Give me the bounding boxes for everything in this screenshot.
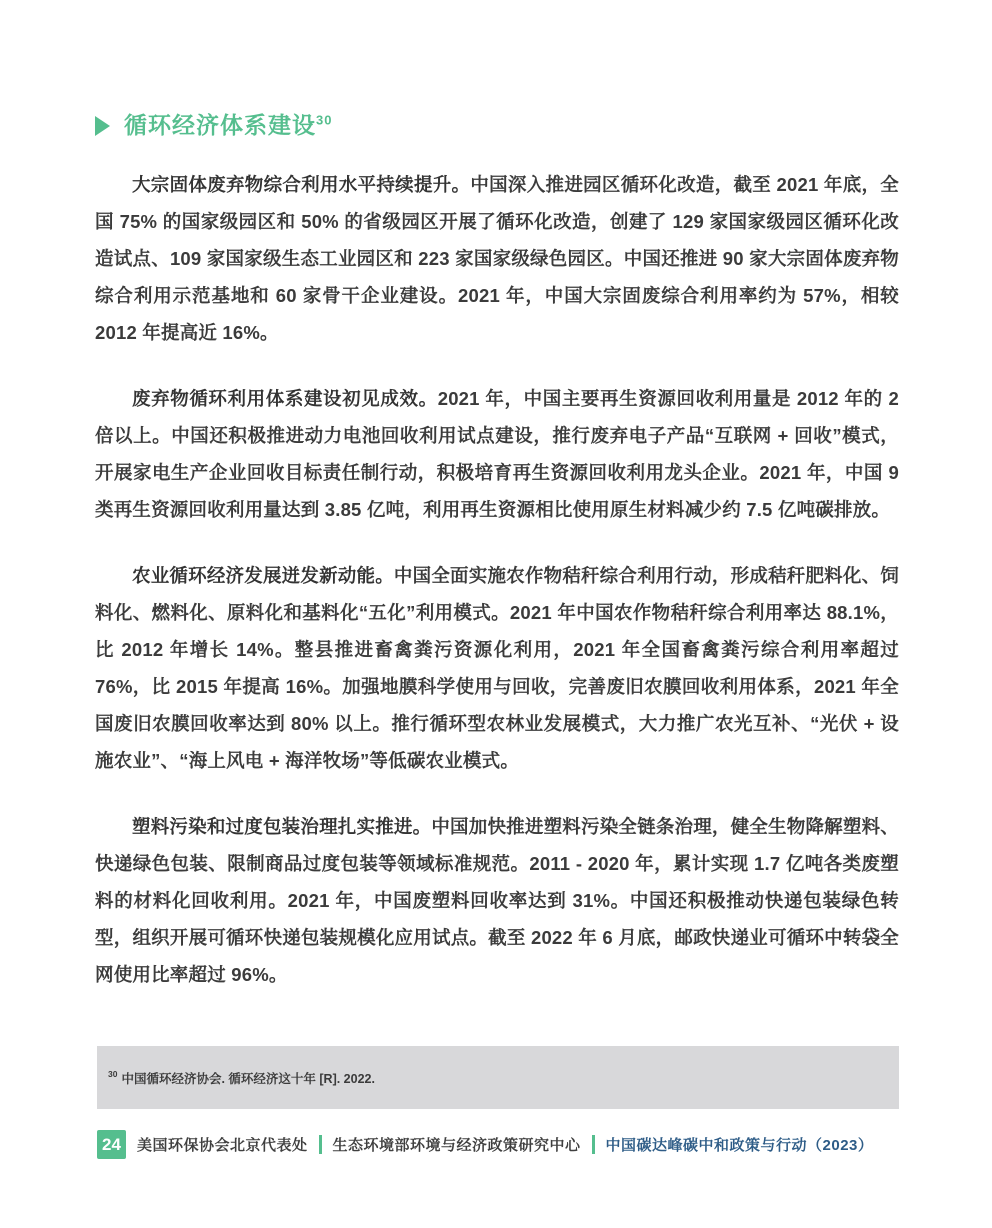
section-title — [95, 112, 899, 140]
paragraph — [95, 380, 899, 528]
footer-divider — [592, 1135, 595, 1154]
paragraph-lead: 废弃物循环利用体系建设初见成效。 — [132, 387, 438, 409]
footer-org-1: 美国环保协会北京代表处 — [137, 1137, 308, 1154]
footer-divider — [319, 1135, 322, 1154]
paragraph-body: 中国深入推进园区循环化改造，截至 2021 年底，全国 75% 的国家级园区和 50% 的省级园区开展了循环化改造，创建了 129 家国家级园区循环化改造试点、109 家国家级生态工业园区和 223 家国家级绿色园区。中国还推进 90 家大宗固体废弃物综合利用示范基地和 60 家骨干企业建设。2021 年，中国大宗固废综合利用率约为 57%，相较 2012 年提高近 16%。 — [95, 173, 899, 343]
paragraph — [95, 557, 899, 779]
footer-org-2: 生态环境部环境与经济政策研究中心 — [332, 1137, 581, 1154]
paragraph-lead: 农业循环经济发展迸发新动能。 — [132, 564, 394, 586]
paragraph — [95, 808, 899, 993]
footnote-box — [97, 1046, 899, 1109]
footnote-citation: 中国循环经济协会. 循环经济这十年 [R]. 2022. — [121, 1071, 375, 1086]
section-title-text — [124, 112, 332, 140]
footnote-number: 30 — [108, 1069, 118, 1080]
paragraph-body: 中国全面实施农作物秸秆综合利用行动，形成秸秆肥料化、饲料化、燃料化、原料化和基料化“五化”利用模式。2021 年中国农作物秸秆综合利用率达 88.1%，比 2012 年增长 14%。整县推进畜禽粪污资源化利用，2021 年全国畜禽粪污综合利用率超过 76%，比 2015 年提高 16%。加强地膜科学使用与回收，完善废旧农膜回收利用体系，2021 年全国废旧农膜回收率达到 80% 以上。推行循环型农林业发展模式，大力推广农光互补、“光伏 + 设施农业”、“海上风电 + 海洋牧场”等低碳农业模式。 — [95, 564, 899, 771]
paragraph-body: 2021 年，中国主要再生资源回收利用量是 2012 年的 2 倍以上。中国还积极推进动力电池回收利用试点建设，推行废弃电子产品“互联网 + 回收”模式，开展家电生产企业回收目标责任制行动，积极培育再生资源回收利用龙头企业。2021 年，中国 9 类再生资源回收利用量达到 3.85 亿吨，利用再生资源相比使用原生材料减少约 7.5 亿吨碳排放。 — [95, 387, 899, 520]
paragraph-lead: 大宗固体废弃物综合利用水平持续提升。 — [132, 173, 471, 195]
main-content — [95, 112, 899, 1022]
paragraph-lead: 塑料污染和过度包装治理扎实推进。 — [132, 815, 432, 837]
page-footer — [97, 1130, 899, 1159]
section-title-label: 循环经济体系建设 — [124, 112, 316, 138]
paragraph — [95, 166, 899, 351]
triangle-bullet-icon — [95, 116, 110, 136]
footer-report-title: 中国碳达峰碳中和政策与行动（2023） — [605, 1137, 874, 1154]
page-number-badge: 24 — [97, 1130, 126, 1159]
body-text — [95, 166, 899, 993]
footnote-text — [108, 1069, 375, 1087]
paragraph-body: 中国加快推进塑料污染全链条治理，健全生物降解塑料、快递绿色包装、限制商品过度包装等领域标准规范。2011 - 2020 年，累计实现 1.7 亿吨各类废塑料的材料化回收利用。2021 年，中国废塑料回收率达到 31%。中国还积极推动快递包装绿色转型，组织开展可循环快递包装规模化应用试点。截至 2022 年 6 月底，邮政快递业可循环中转袋全网使用比率超过 96%。 — [95, 815, 899, 985]
section-title-footnote-ref: 30 — [316, 112, 333, 128]
